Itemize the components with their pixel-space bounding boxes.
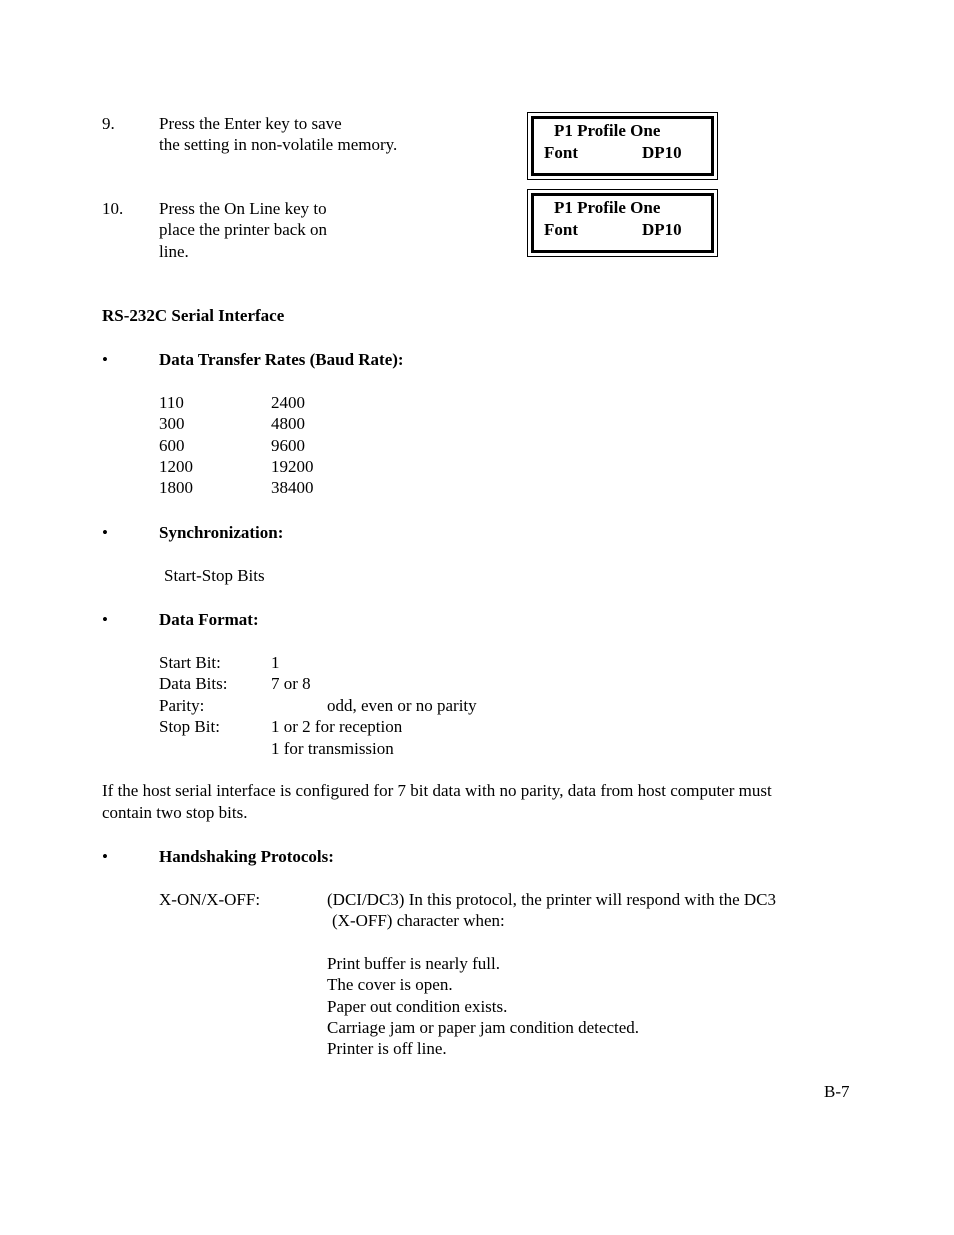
lcd-line1: P1 Profile One [554,121,661,140]
step-text-line: Press the Enter key to save [159,114,342,133]
bullet: • [102,523,108,542]
baud-value: 1800 [159,478,193,497]
format-value: 1 or 2 for reception [271,717,403,736]
format-value: 1 for transmission [271,739,394,758]
condition-item: Paper out condition exists. [327,997,508,1016]
format-heading: Data Format: [159,610,259,629]
lcd-line2-left: Font [544,220,578,239]
baud-value: 38400 [271,478,314,497]
bullet: • [102,610,108,629]
step-text-line: line. [159,242,189,261]
lcd-line2-right: DP10 [642,220,682,239]
lcd-display [527,112,718,180]
baud-value: 2400 [271,393,305,412]
handshake-desc-line: (X-OFF) character when: [332,911,505,930]
baud-value: 19200 [271,457,314,476]
lcd-display [527,189,718,257]
baud-value: 600 [159,436,185,455]
format-value: odd, even or no parity [327,696,477,715]
handshake-desc-line: (DCI/DC3) In this protocol, the printer will respond with the DC3 [327,890,777,909]
format-label: Stop Bit: [159,717,220,736]
sync-value: Start-Stop Bits [164,566,265,585]
step-text-line: the setting in non-volatile memory. [159,135,398,154]
condition-item: The cover is open. [327,975,453,994]
condition-item: Printer is off line. [327,1039,447,1058]
format-label: Parity: [159,696,205,715]
lcd-line2-right: DP10 [642,143,682,162]
note-line: contain two stop bits. [102,803,248,822]
step-text-line: place the printer back on [159,220,328,239]
condition-item: Print buffer is nearly full. [327,954,500,973]
page-number: B-7 [824,1082,850,1101]
handshake-label: X-ON/X-OFF: [159,890,261,909]
format-label: Data Bits: [159,674,228,693]
format-value: 1 [271,653,280,672]
baud-value: 9600 [271,436,305,455]
lcd-line1: P1 Profile One [554,198,661,217]
baud-value: 110 [159,393,184,412]
condition-item: Carriage jam or paper jam condition detected. [327,1018,640,1037]
bullet: • [102,350,108,369]
format-value: 7 or 8 [271,674,311,693]
format-label: Start Bit: [159,653,221,672]
baud-value: 4800 [271,414,305,433]
step-text-line: Press the On Line key to [159,199,327,218]
step-number: 9. [102,114,115,133]
baud-value: 1200 [159,457,193,476]
section-title: RS-232C Serial Interface [102,306,285,325]
baud-heading: Data Transfer Rates (Baud Rate): [159,350,404,369]
bullet: • [102,847,108,866]
sync-heading: Synchronization: [159,523,284,542]
lcd-line2-left: Font [544,143,578,162]
handshake-heading: Handshaking Protocols: [159,847,334,866]
note-line: If the host serial interface is configured for 7 bit data with no parity, data from host computer must [102,781,772,800]
step-number: 10. [102,199,124,218]
baud-value: 300 [159,414,185,433]
